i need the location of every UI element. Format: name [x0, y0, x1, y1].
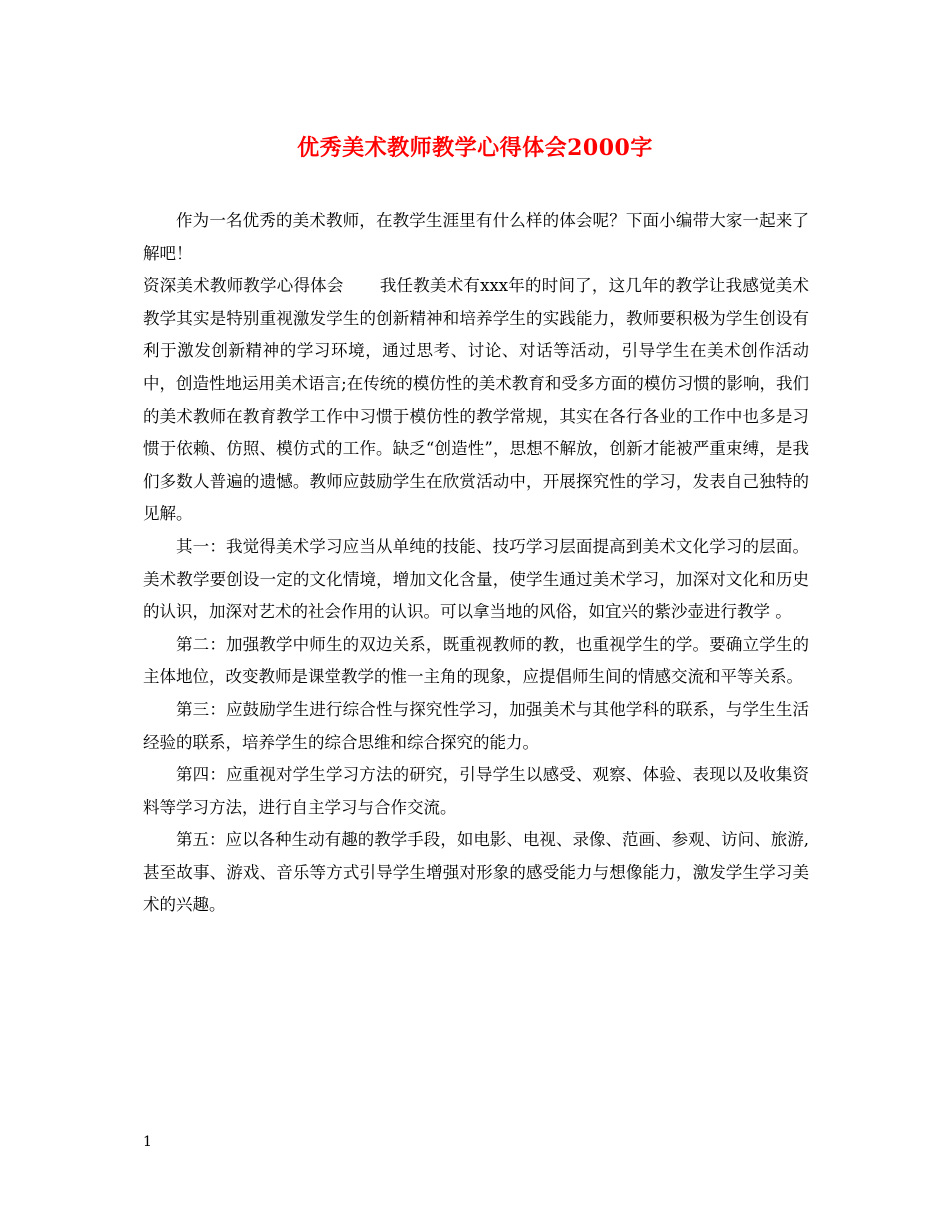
section-paragraph [143, 270, 809, 531]
point-paragraph-5: 第五：应以各种生动有趣的教学手段，如电影、电视、录像、范画、参观、访问、旅游,甚至故事、游戏、音乐等方式引导学生增强对形象的感受能力与想像能力，激发学生学习美术的兴趣。 [143, 830, 809, 915]
section-body: 我任教美术有xxx年的时间了，这几年的教学让我感觉美术教学其实是特别重视激发学生的创新精神和培养学生的实践能力，教师要积极为学生创设有利于激发创新精神的学习环境，通过思考、讨论、对话等活动，引导学生在美术创作活动中，创造性地运用美术语言;在传统的模仿性的美术教育和受多方面的模仿习惯的影响，我们的美术教师在教育教学工作中习惯于模仿性的教学常规，其实在各行各业的工作中也多是习惯于依赖、仿照、模仿式的工作。缺乏“创造性”，思想不解放，创新才能被严重束缚，是我们多数人普遍的遗憾。教师应鼓励学生在欣赏活动中，开展探究性的学习，发表自己独特的见解。 [143, 276, 809, 524]
section-heading: 资深美术教师教学心得体会 [143, 276, 344, 296]
point-paragraph-1: 其一：我觉得美术学习应当从单纯的技能、技巧学习层面提高到美术文化学习的层面。美术教学要创设一定的文化情境，增加文化含量，使学生通过美术学习，加深对文化和历史的认识，加深对艺术的社会作用的认识。可以拿当地的风俗，如宜兴的紫沙壶进行教学 。 [143, 536, 809, 622]
point-paragraph-2: 第二：加强教学中师生的双边关系，既重视教师的教，也重视学生的学。要确立学生的主体地位，改变教师是课堂教学的惟一主角的现象，应提倡师生间的情感交流和平等关系。 [143, 634, 809, 687]
page-number: 1 [143, 1134, 152, 1150]
intro-paragraph: 作为一名优秀的美术教师，在教学生涯里有什么样的体会呢？下面小编带大家一起来了解吧！ [143, 211, 809, 263]
document-title: 优秀美术教师教学心得体会2000字 [297, 135, 653, 161]
document-body [143, 205, 809, 922]
point-paragraph-3: 第三：应鼓励学生进行综合性与探究性学习，加强美术与其他学科的联系，与学生生活经验的联系，培养学生的综合思维和综合探究的能力。 [143, 699, 809, 752]
point-paragraph-4: 第四：应重视对学生学习方法的研究，引导学生以感受、观察、体验、表现以及收集资料等学习方法，进行自主学习与合作交流。 [143, 765, 809, 817]
